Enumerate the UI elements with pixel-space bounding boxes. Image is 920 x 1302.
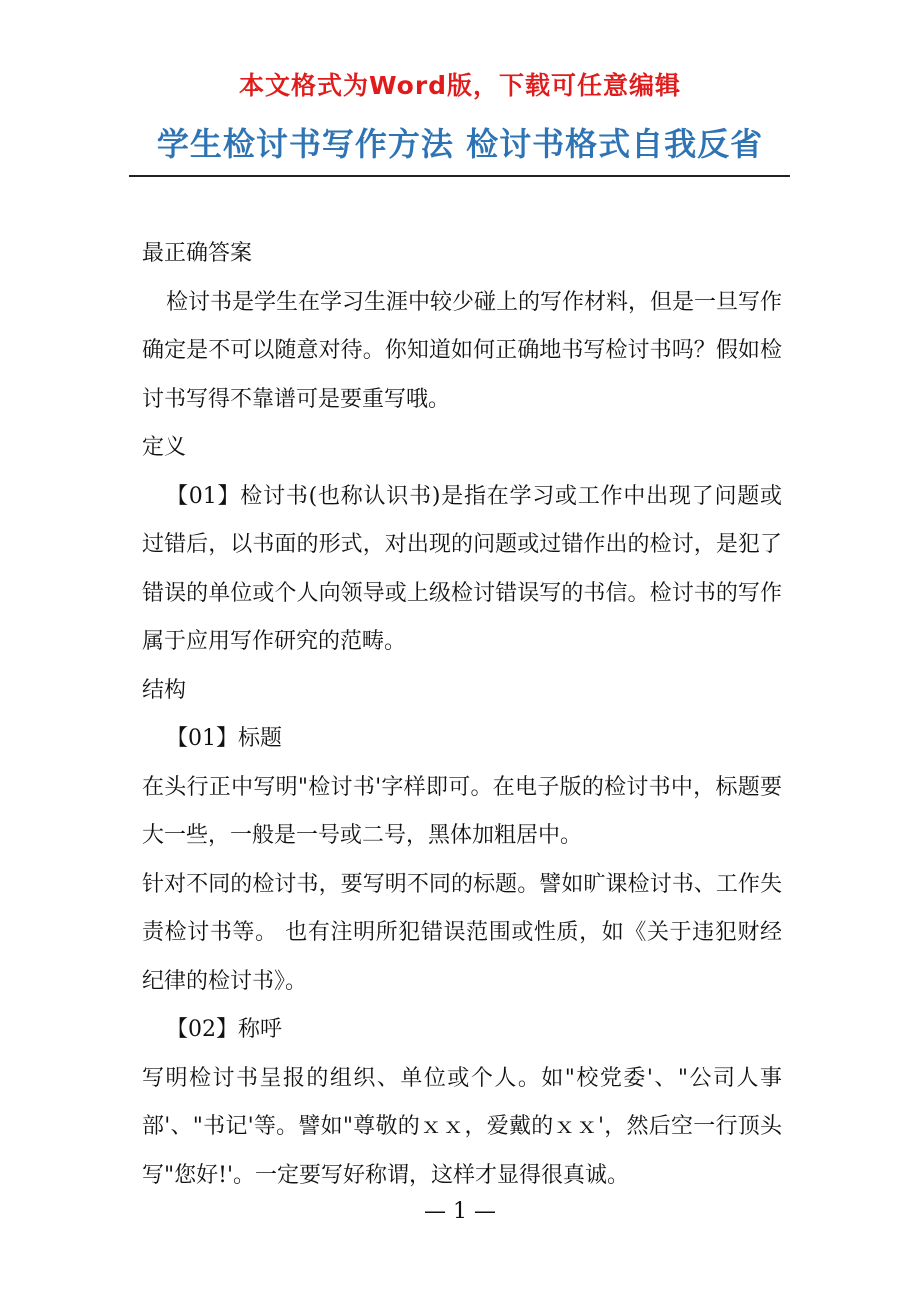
subheading-salutation: 【02】称呼 [166, 1017, 282, 1042]
title-divider [129, 175, 790, 177]
section-heading-definition: 定义 [142, 435, 187, 460]
word-format-notice: 本文格式为Word版，下载可任意编辑 [238, 71, 682, 100]
paragraph-intro: 检讨书是学生在学习生涯中较少碰上的写作材料，但是一旦写作确定是不可以随意对待。你知道如何正确地书写检讨书吗？假如检讨书写得不靠谱可是要重写哦。 [142, 289, 783, 412]
section-heading-structure: 结构 [142, 677, 187, 703]
paragraph-best-answer: 最正确答案 [142, 241, 253, 266]
document-body [142, 230, 782, 1200]
paragraph-title-rule: 在头行正中写明"检讨书'字样即可。在电子版的检讨书中，标题要大一些，一般是一号或二号，黑体加粗居中。 [142, 774, 782, 848]
paragraph-definition: 【01】检讨书(也称认识书)是指在学习或工作中出现了问题或过错后，以书面的形式，对出现的问题或过错作出的检讨，是犯了错误的单位或个人向领导或上级检讨错误写的书信。检讨书的写作属于应用写作研究的范畴。 [142, 483, 782, 654]
paragraph-salutation: 写明检讨书呈报的组织、单位或个人。如"校党委'、"公司人事部'、"书记'等。譬如"尊敬的ｘｘ，爱戴的ｘｘ'，然后空一行顶头写"您好!'。一定要写好称谓，这样才显得很真诚。 [142, 1065, 782, 1188]
page-number: — 1 — [424, 1199, 496, 1224]
subheading-title: 【01】标题 [166, 726, 282, 751]
paragraph-title-variants: 针对不同的检讨书，要写明不同的标题。譬如旷课检讨书、工作失责检讨书等。 也有注明所犯错误范围或性质，如《关于违犯财经纪律的检讨书》。 [142, 871, 782, 994]
page-title: 学生检讨书写作方法 检讨书格式自我反省 [156, 125, 764, 163]
